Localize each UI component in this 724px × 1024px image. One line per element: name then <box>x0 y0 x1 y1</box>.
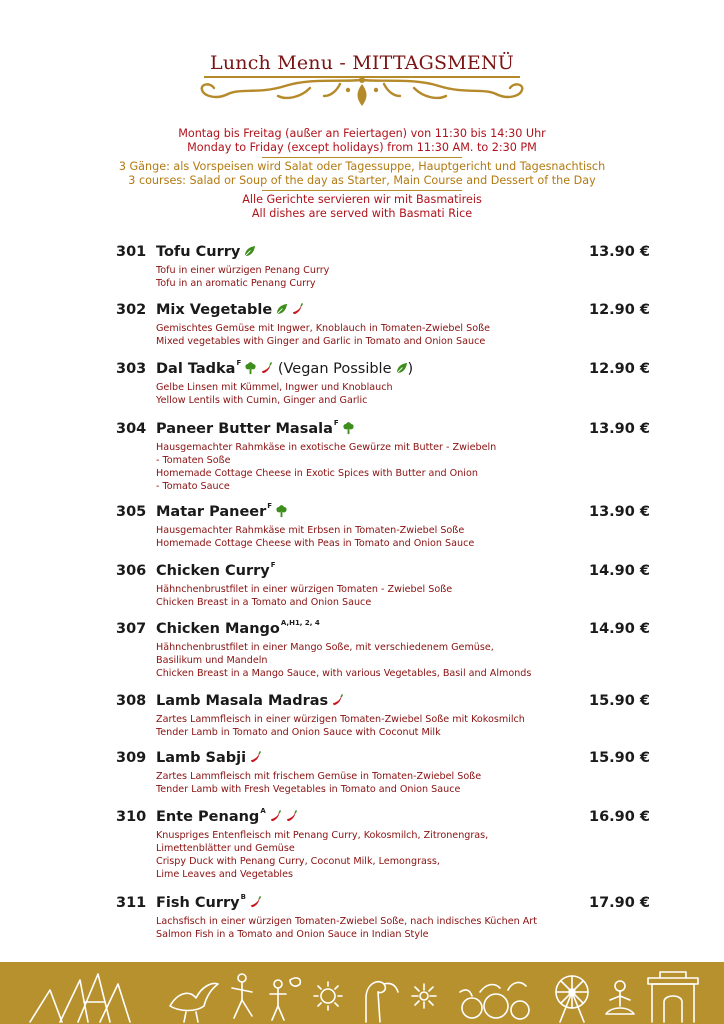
menu-item-306 <box>116 563 650 609</box>
menu-item-303 <box>116 361 650 407</box>
item-name-line <box>156 895 262 911</box>
hours-de: Montag bis Freitag (außer an Feiertagen) von 11:30 bis 14:30 Uhr <box>178 127 546 140</box>
rice-en: All dishes are served with Basmati Rice <box>251 207 473 220</box>
item-name-line <box>156 421 355 437</box>
chili-icon <box>249 896 262 909</box>
menu-item-308 <box>116 693 650 739</box>
item-description: Hähnchenbrustfilet in einer würzigen Tomaten - Zwiebel Soße Chicken Breast in a Tomato and Onion Sauce <box>156 584 453 608</box>
chili-icon <box>291 303 304 316</box>
item-number: 302 <box>116 302 147 318</box>
item-name: Tofu Curry <box>156 244 241 260</box>
merlion-icon <box>366 982 398 1022</box>
item-price: 13.90 € <box>588 504 650 520</box>
item-name: Lamb Sabji <box>156 750 247 766</box>
menu-item-302 <box>116 302 650 348</box>
hours-en: Monday to Friday (except holidays) from 11:30 AM. to 2:30 PM <box>187 141 537 154</box>
menu-item-301 <box>116 244 650 290</box>
item-description: Zartes Lammfleisch in einer würzigen Tomaten-Zwiebel Soße mit Kokosmilch Tender Lamb in Tomato and Onion Sauce with Coconut Milk <box>156 714 525 738</box>
chili-icon <box>269 810 282 823</box>
item-number: 303 <box>116 361 147 377</box>
item-description: Gelbe Linsen mit Kümmel, Ingwer und Knoblauch Yellow Lentils with Cumin, Ginger and Garlic <box>156 382 393 406</box>
allergen-codes: A,H1, 2, 4 <box>280 619 320 627</box>
rice-de: Alle Gerichte servieren wir mit Basmatireis <box>242 193 482 206</box>
allergen-codes: F <box>236 359 242 367</box>
item-name: Chicken Mango <box>156 621 280 637</box>
ornament-divider <box>190 74 534 110</box>
item-name-line <box>156 563 276 579</box>
item-price: 14.90 € <box>588 563 650 579</box>
allergen-codes: A <box>260 807 266 815</box>
item-name-line <box>156 809 298 825</box>
item-price: 12.90 € <box>588 361 650 377</box>
opera-house-icon <box>30 974 130 1022</box>
menu-item-309 <box>116 750 650 796</box>
item-number: 310 <box>116 809 147 825</box>
vegan-possible-note: (Vegan Possible <box>273 361 392 377</box>
item-description: Hähnchenbrustfilet in einer Mango Soße, mit verschiedenem Gemüse, Basilikum und Mandeln Chicken Breast in a Mango Sauce, with various Vegetables, Basil and Almonds <box>156 642 532 679</box>
ferris-wheel-icon <box>556 976 588 1022</box>
item-name-line <box>156 750 262 766</box>
chili-icon <box>285 810 298 823</box>
broccoli-icon <box>342 422 355 435</box>
item-name: Fish Curry <box>156 895 240 911</box>
item-name: Lamb Masala Madras <box>156 693 329 709</box>
intro-block <box>0 127 724 221</box>
item-name-line <box>156 244 256 260</box>
item-number: 305 <box>116 504 147 520</box>
item-price: 17.90 € <box>588 895 650 911</box>
courses-en: 3 courses: Salad or Soup of the day as Starter, Main Course and Dessert of the Day <box>128 174 596 187</box>
item-number: 304 <box>116 421 147 437</box>
item-name: Ente Penang <box>156 809 260 825</box>
item-name-line <box>156 621 320 637</box>
menu-title: Lunch Menu - MITTAGSMENÜ <box>204 52 520 78</box>
vegan-possible-close: ) <box>407 361 414 377</box>
item-description: Zartes Lammfleisch mit frischem Gemüse in Tomaten-Zwiebel Soße Tender Lamb with Fresh Vegetables in Tomato and Onion Sauce <box>156 771 482 795</box>
item-name-line <box>156 302 304 318</box>
meditation-icon <box>606 981 634 1014</box>
item-name: Matar Paneer <box>156 504 267 520</box>
item-description: Hausgemachter Rahmkäse in exotische Gewürze mit Butter - Zwiebeln - Tomaten Soße Homemade Cottage Cheese in Exotic Spices with Butter and Onion - Tomato Sauce <box>156 442 497 492</box>
item-name-line <box>156 504 288 520</box>
allergen-codes: F <box>267 502 273 510</box>
item-description: Tofu in einer würzigen Penang Curry Tofu in an aromatic Penang Curry <box>156 265 330 289</box>
item-description: Hausgemachter Rahmkäse mit Erbsen in Tomaten-Zwiebel Soße Homemade Cottage Cheese with Peas in Tomato and Onion Sauce <box>156 525 475 549</box>
item-price: 13.90 € <box>588 421 650 437</box>
item-description: Knuspriges Entenfleisch mit Penang Curry, Kokosmilch, Zitronengras, Limettenblätter und Gemüse Crispy Duck with Penang Curry, Coconut Milk, Lemongrass, Lime Leaves and Vegetables <box>156 830 489 880</box>
courses-de: 3 Gänge: als Vorspeisen wird Salat oder Tagessuppe, Hauptgericht und Tagesnachtisch <box>118 160 606 173</box>
item-price: 15.90 € <box>588 693 650 709</box>
broccoli-icon <box>275 505 288 518</box>
footer-illustrations <box>0 962 724 1024</box>
divider <box>262 157 462 158</box>
item-number: 309 <box>116 750 147 766</box>
footer-band <box>0 962 724 1024</box>
leaf-icon <box>243 245 256 258</box>
broccoli-icon <box>244 362 257 375</box>
menu-item-305 <box>116 504 650 550</box>
leaf-icon <box>395 362 408 375</box>
leaf-icon <box>275 303 288 316</box>
sun-icon <box>314 982 342 1010</box>
person-icon <box>270 978 300 1020</box>
item-name: Paneer Butter Masala <box>156 421 333 437</box>
flower-icon <box>412 984 436 1008</box>
item-name: Chicken Curry <box>156 563 270 579</box>
item-number: 311 <box>116 895 147 911</box>
divider <box>262 190 462 191</box>
item-description: Gemischtes Gemüse mit Ingwer, Knoblauch in Tomaten-Zwiebel Soße Mixed vegetables with Ginger and Garlic in Tomato and Onion Sauce <box>156 323 491 347</box>
bird-icon <box>170 984 218 1022</box>
item-number: 308 <box>116 693 147 709</box>
item-number: 301 <box>116 244 147 260</box>
allergen-codes: F <box>333 419 339 427</box>
item-price: 15.90 € <box>588 750 650 766</box>
item-price: 14.90 € <box>588 621 650 637</box>
item-name: Dal Tadka <box>156 361 236 377</box>
item-number: 307 <box>116 621 147 637</box>
item-name-line <box>156 693 344 709</box>
item-description: Lachsfisch in einer würzigen Tomaten-Zwiebel Soße, nach indisches Küchen Art Salmon Fish in a Tomato and Onion Sauce in Indian Style <box>156 916 538 940</box>
item-price: 16.90 € <box>588 809 650 825</box>
chili-icon <box>260 362 273 375</box>
item-number: 306 <box>116 563 147 579</box>
dancer-icon <box>232 974 252 1018</box>
item-price: 13.90 € <box>588 244 650 260</box>
menu-item-310 <box>116 809 650 881</box>
menu-item-307 <box>116 621 650 680</box>
gate-icon <box>648 972 698 1022</box>
menu-item-311 <box>116 895 650 941</box>
fruits-icon <box>460 983 529 1019</box>
chili-icon <box>331 694 344 707</box>
item-name-line <box>156 361 413 377</box>
menu-item-304 <box>116 421 650 493</box>
allergen-codes: B <box>240 893 246 901</box>
item-price: 12.90 € <box>588 302 650 318</box>
allergen-codes: F <box>270 561 276 569</box>
item-name: Mix Vegetable <box>156 302 273 318</box>
chili-icon <box>249 751 262 764</box>
